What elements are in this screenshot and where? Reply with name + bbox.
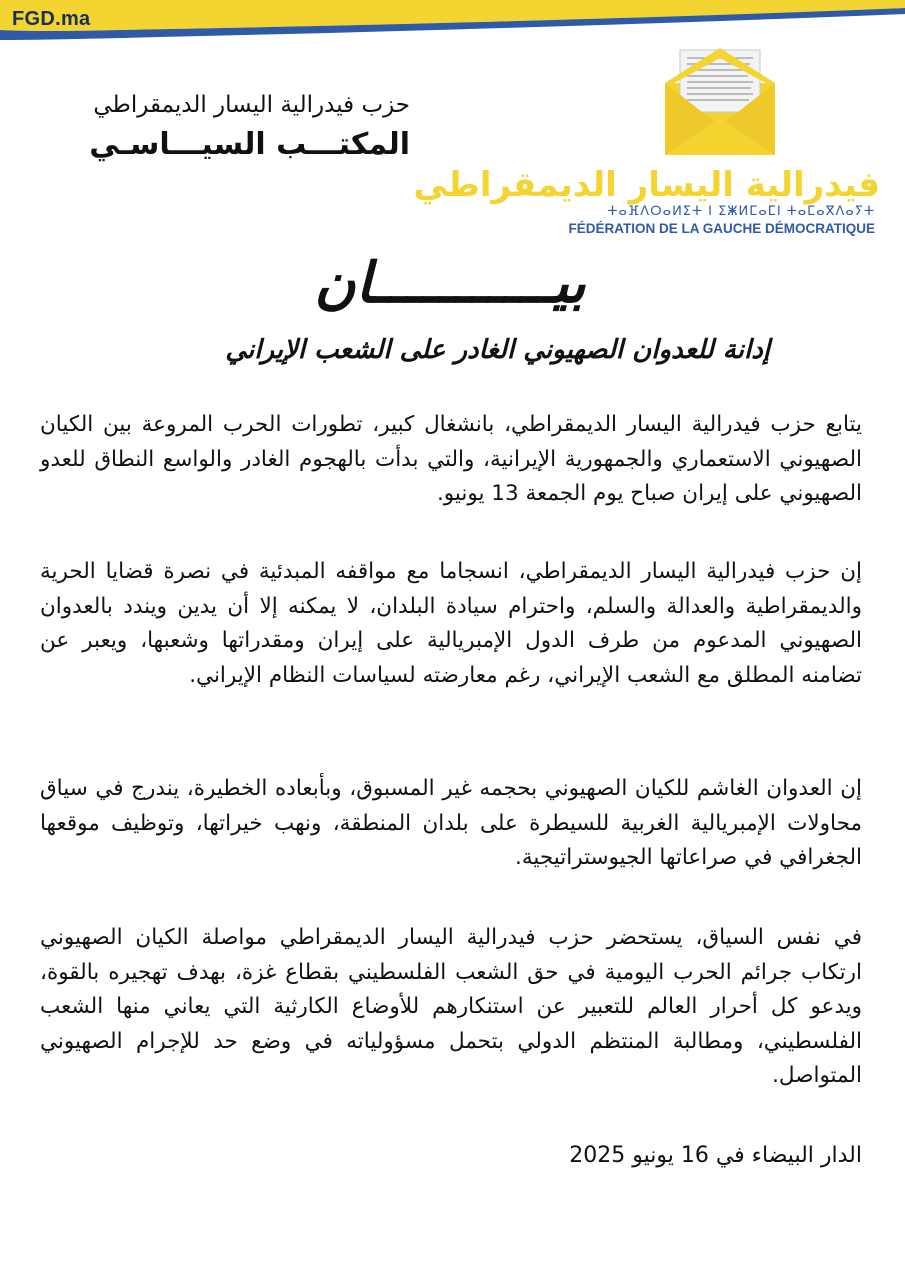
bureau-name: المكتـــب السيـــاسـي (89, 127, 410, 162)
paragraph-2: إن حزب فيدرالية اليسار الديمقراطي، انسجاما مع مواقفه المبدئية في نصرة قضايا الحرية والديمقراطية والعدالة والسلم، واحترام سيادة البلدان، لا يمكنه إلا أن يدين ويندد بالعدوان الصهيوني المدعوم من طرف الدول الإمبريالية على إيران ومقدراتها وشعبها، ويعبر عن تضامنه المطلق مع الشعب الإيراني، رغم معارضته لسياسات النظام الإيراني. (40, 559, 862, 688)
logo-arabic-name: فيدرالية اليسار الديمقراطي (413, 165, 880, 205)
party-logo (413, 38, 880, 243)
place-date: الدار البيضاء في 16 يونيو 2025 (569, 1143, 862, 1168)
party-header (40, 88, 410, 168)
paragraph-1: يتابع حزب فيدرالية اليسار الديمقراطي، بانشغال كبير، تطورات الحرب المروعة بين الكيان الصهيوني الاستعماري والجمهورية الإيرانية، والتي بدأت بالهجوم الغادر والواسع النطاق للعدو الصهيوني على إيران صباح يوم الجمعة 13 يونيو. (40, 412, 862, 506)
logo-french-name: FÉDÉRATION DE LA GAUCHE DÉMOCRATIQUE (568, 221, 875, 236)
envelope-icon (560, 38, 880, 163)
paragraph-3: إن العدوان الغاشم للكيان الصهيوني بحجمه غير المسبوق، وبأبعاده الخطيرة، يندرج في سياق محاولات الإمبريالية الغربية للسيطرة على بلدان المنطقة، ونهب خيراتها، وتوظيف موقعها الجغرافي في صراعاتها الجيوستراتيجية. (40, 776, 862, 870)
site-tag[interactable]: FGD.ma (12, 8, 91, 30)
party-name: حزب فيدرالية اليسار الديمقراطي (93, 92, 410, 118)
document-subtitle: إدانة للعدوان الصهيوني الغادر على الشعب الإيراني (225, 335, 770, 365)
top-color-band (0, 0, 905, 40)
document-title: بيـــــــــــان (314, 251, 586, 316)
paragraph-4: في نفس السياق، يستحضر حزب فيدرالية اليسار الديمقراطي مواصلة الكيان الصهيوني ارتكاب جرائم الحرب اليومية في حق الشعب الفلسطيني بقطاع غزة، بهدف تهجيره بالقوة، ويدعو كل أحرار العالم للتعبير عن استنكارهم للأوضاع الكارثية التي يعاني منها الشعب الفلسطيني، ومطالبة المنتظم الدولي بتحمل مسؤولياته في وضع حد للإجرام الصهيوني المتواصل. (40, 925, 862, 1088)
logo-tifinagh-name: ⵜⴰⴼⴷⵔⴰⵍⵉⵜ ⵏ ⵉⵥⵍⵎⴰⵎⵏ ⵜⴰⵎⴰⴳⴷⴰⵢⵜ (607, 204, 875, 219)
